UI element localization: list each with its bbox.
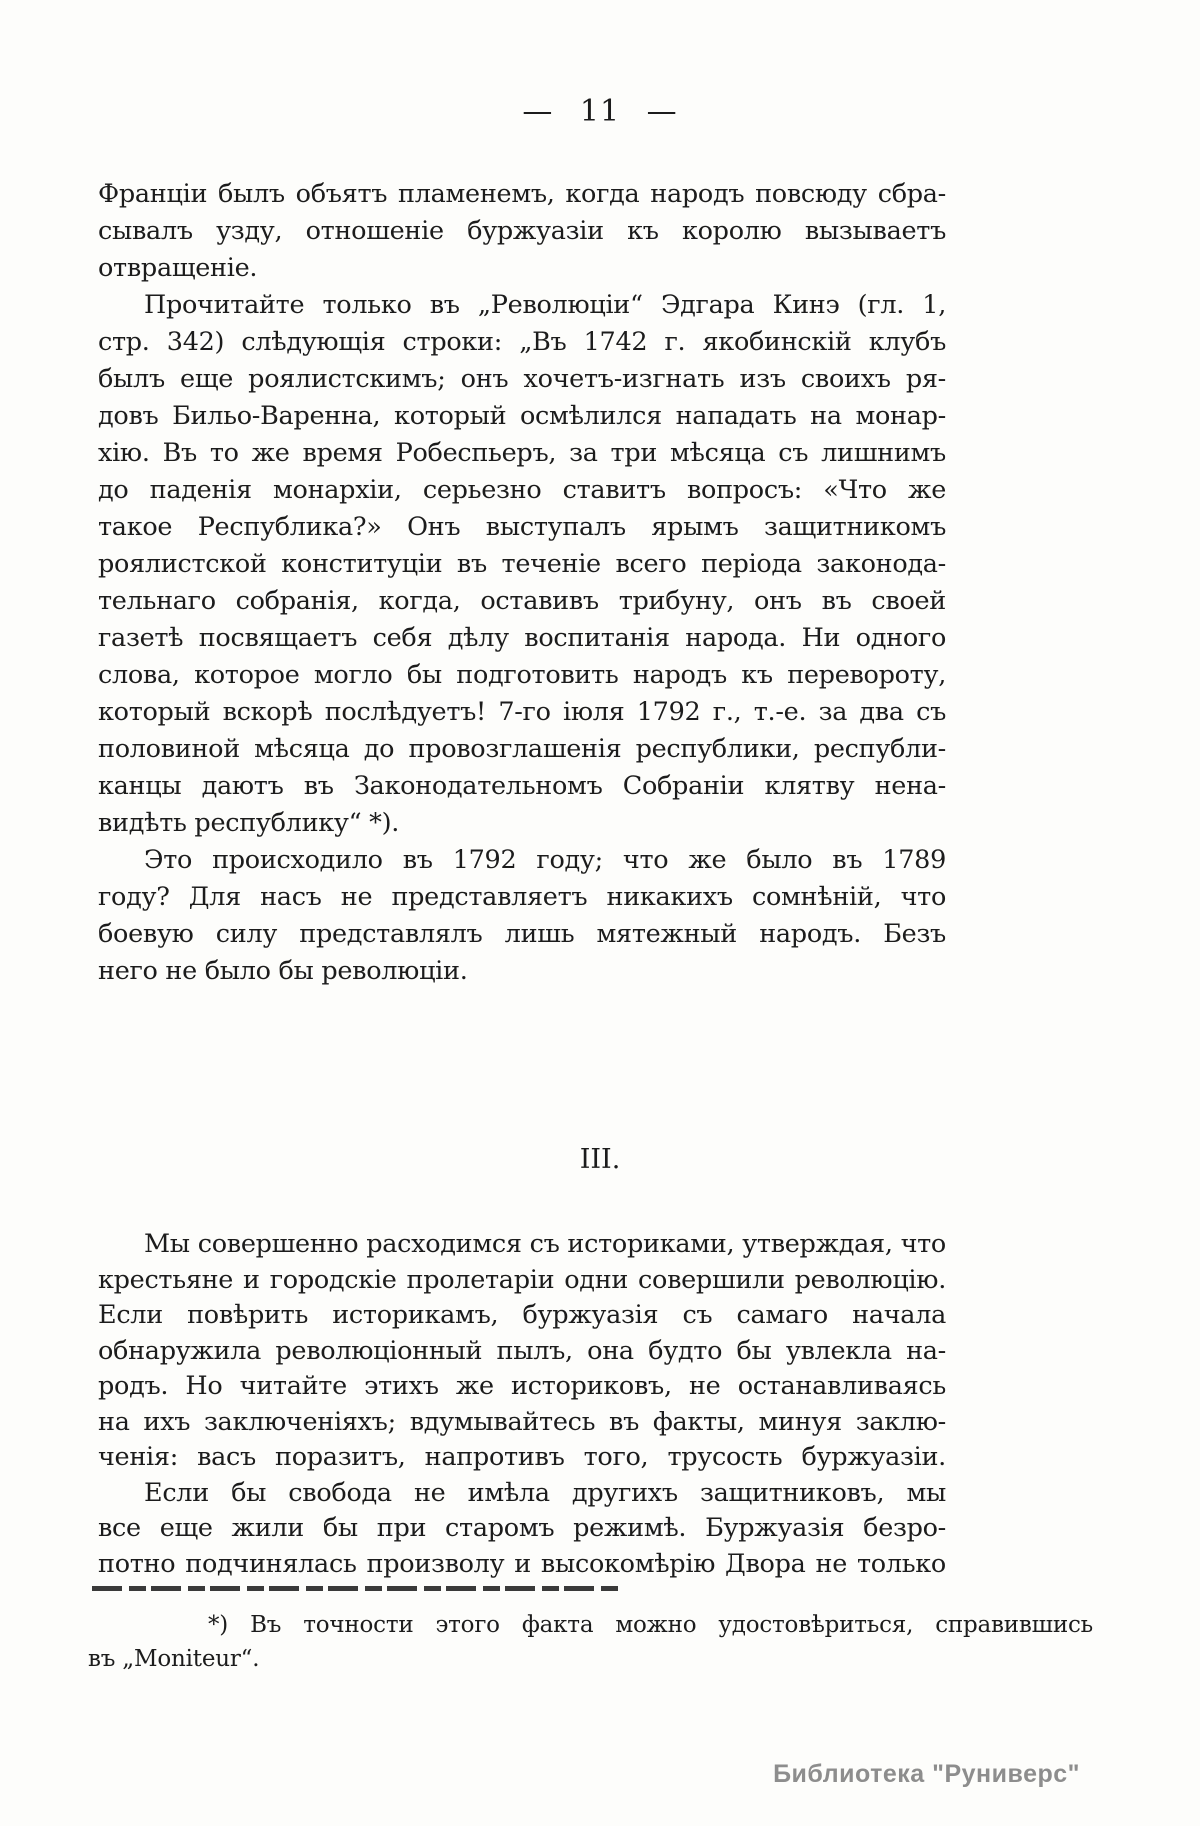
text-line: тельнаго собранія, когда, оставивъ трибуну, онъ въ своей (98, 586, 946, 616)
text-line: видѣть республику“ *). (98, 808, 400, 838)
text-line: стр. 342) слѣдующія строки: „Въ 1742 г. якобинскій клубъ (98, 327, 946, 357)
text-line: родъ. Но читайте этихъ же историковъ, не останавливаясь (98, 1371, 946, 1401)
page-number: — 11 — (522, 94, 678, 129)
text-line: хію. Въ то же время Робеспьеръ, за три мѣсяца съ лишнимъ (98, 438, 946, 468)
text-line: него не было бы революціи. (98, 956, 468, 986)
text-line: до паденія монархіи, серьезно ставитъ вопросъ: «Что же (98, 475, 946, 505)
text-line: на ихъ заключеніяхъ; вдумывайтесь въ факты, минуя заклю- (98, 1406, 946, 1437)
text-line: газетѣ посвящаетъ себя дѣлу воспитанія народа. Ни одного (98, 623, 946, 653)
text-line: все еще жили бы при старомъ режимѣ. Буржуазія безро- (98, 1513, 946, 1543)
text-line: Мы совершенно расходимся съ историками, утверждая, что (144, 1229, 946, 1259)
footnote (88, 1608, 1093, 1676)
text-block-lower (98, 1227, 946, 1582)
text-line: году? Для насъ не представляетъ никакихъ сомнѣній, что (98, 882, 946, 912)
text-line: боевую силу представлялъ лишь мятежный народъ. Безъ (98, 919, 946, 949)
library-watermark: Библиотека "Руниверс" (773, 1760, 1080, 1788)
text-line: Если бы свобода не имѣла другихъ защитниковъ, мы (144, 1477, 946, 1508)
text-line: отвращеніе. (98, 253, 258, 283)
text-line: потно подчинялась произволу и высокомѣрію Двора не только (98, 1548, 946, 1579)
text-line: Это происходило въ 1792 году; что же было въ 1789 (144, 845, 946, 875)
text-line: половиной мѣсяца до провозглашенія республики, республи- (98, 734, 946, 764)
text-line: довъ Бильо-Варенна, который осмѣлился нападать на монар- (98, 401, 946, 431)
text-line: Если повѣрить историкамъ, буржуазія съ самаго начала (98, 1300, 946, 1330)
text-line: слова, которое могло бы подготовить народъ къ перевороту, (98, 660, 946, 690)
footnote-line: *) Въ точности этого факта можно удостовѣриться, справившись (208, 1612, 1093, 1638)
text-line: Франціи былъ объятъ пламенемъ, когда народъ повсюду сбра- (98, 179, 946, 209)
text-line: роялистской конституціи въ теченіе всего періода законода- (98, 549, 946, 579)
text-block-upper (98, 176, 946, 990)
footnote-rule (92, 1586, 620, 1591)
text-line: Прочитайте только въ „Революціи“ Эдгара Кинэ (гл. 1, (144, 290, 946, 320)
text-line: ченія: васъ поразитъ, напротивъ того, трусость буржуазіи. (98, 1442, 946, 1472)
text-line: сывалъ узду, отношеніе буржуазіи къ королю вызываетъ (98, 216, 946, 246)
text-line: такое Республика?» Онъ выступалъ ярымъ защитникомъ (98, 512, 946, 542)
text-line: обнаружила революціонный пылъ, она будто бы увлекла на- (98, 1335, 946, 1366)
footnote-line: въ „Moniteur“. (88, 1646, 260, 1672)
section-heading: III. (579, 1144, 621, 1175)
text-line: крестьяне и городскіе пролетаріи одни совершили революцію. (98, 1264, 946, 1295)
text-line: былъ еще роялистскимъ; онъ хочетъ-изгнать изъ своихъ ря- (98, 364, 946, 394)
text-line: канцы даютъ въ Законодательномъ Собраніи клятву нена- (98, 771, 946, 801)
text-line: который вскорѣ послѣдуетъ! 7-го іюля 1792 г., т.-е. за два съ (98, 697, 946, 727)
